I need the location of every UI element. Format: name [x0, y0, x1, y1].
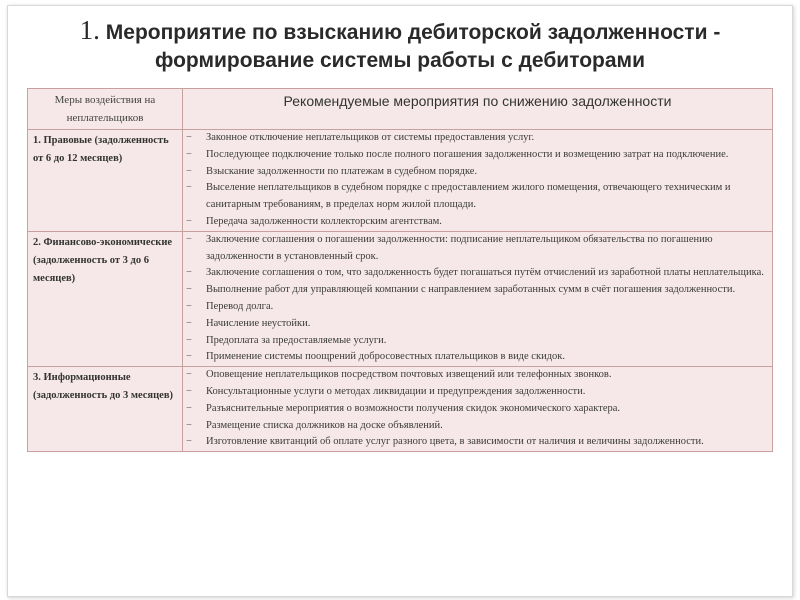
list-item: − Взыскание задолженности по платежам в судебном порядке.	[183, 164, 772, 181]
list-item: − Заключение соглашения о погашении задолженности: подписание неплательщиком обязательства по погашению задолженности в установленный срок.	[183, 232, 772, 266]
table-row-informational	[28, 367, 773, 452]
list-item: − Выполнение работ для управляющей компании с направлением заработанных сумм в счёт погашения задолженности.	[183, 282, 772, 299]
measure-cell: 1. Правовые (задолженность от 6 до 12 месяцев)	[28, 130, 183, 232]
header-recommended: Рекомендуемые мероприятия по снижению задолженности	[183, 89, 773, 130]
items-cell	[183, 231, 773, 366]
list-item: − Консультационные услуги о методах ликвидации и предупреждения задолженности.	[183, 384, 772, 401]
list-item: − Разъяснительные мероприятия о возможности получения скидок экономического характера.	[183, 401, 772, 418]
list-item: − Изготовление квитанций об оплате услуг разного цвета, в зависимости от наличия и величины задолженности.	[183, 434, 772, 451]
list-item: − Оповещение неплательщиков посредством почтовых извещений или телефонных звонков.	[183, 367, 772, 384]
measure-cell: 2. Финансово-экономические (задолженность от 3 до 6 месяцев)	[28, 231, 183, 366]
measure-cell: 3. Информационные (задолженность до 3 месяцев)	[28, 367, 183, 452]
items-list	[183, 232, 772, 366]
items-cell	[183, 130, 773, 232]
title-line-1	[20, 16, 780, 47]
items-cell	[183, 367, 773, 452]
table-row-legal	[28, 130, 773, 232]
list-item: − Начисление неустойки.	[183, 316, 772, 333]
items-list	[183, 130, 772, 231]
items-list	[183, 367, 772, 451]
list-item: − Выселение неплательщиков в судебном порядке с предоставлением жилого помещения, отвечающего техническим и санитарным требованиям, в пределах норм жилой площади.	[183, 180, 772, 214]
slide-title	[20, 16, 780, 75]
list-item: − Предоплата за предоставляемые услуги.	[183, 333, 772, 350]
list-item: − Последующее подключение только после полного погашения задолженности и возмещению затрат на подключение.	[183, 147, 772, 164]
title-line-2: формирование системы работы с дебиторами	[154, 49, 645, 72]
measures-table	[27, 88, 773, 452]
list-item: − Заключение соглашения о том, что задолженность будет погашаться путём отчислений из заработной платы неплательщика.	[183, 265, 772, 282]
list-item: − Применение системы поощрений добросовестных плательщиков в виде скидок.	[183, 349, 772, 366]
title-line-1-text: Мероприятие по взысканию дебиторской задолженности -	[105, 21, 721, 44]
list-item: − Перевод долга.	[183, 299, 772, 316]
table-row-financial	[28, 231, 773, 366]
list-item: − Законное отключение неплательщиков от системы предоставления услуг.	[183, 130, 772, 147]
header-measures: Меры воздействия на неплательщиков	[28, 89, 183, 130]
table-header-row	[28, 89, 773, 130]
list-item: − Передача задолженности коллекторским агентствам.	[183, 214, 772, 231]
title-number: 1.	[79, 15, 100, 45]
list-item: − Размещение списка должников на доске объявлений.	[183, 418, 772, 435]
